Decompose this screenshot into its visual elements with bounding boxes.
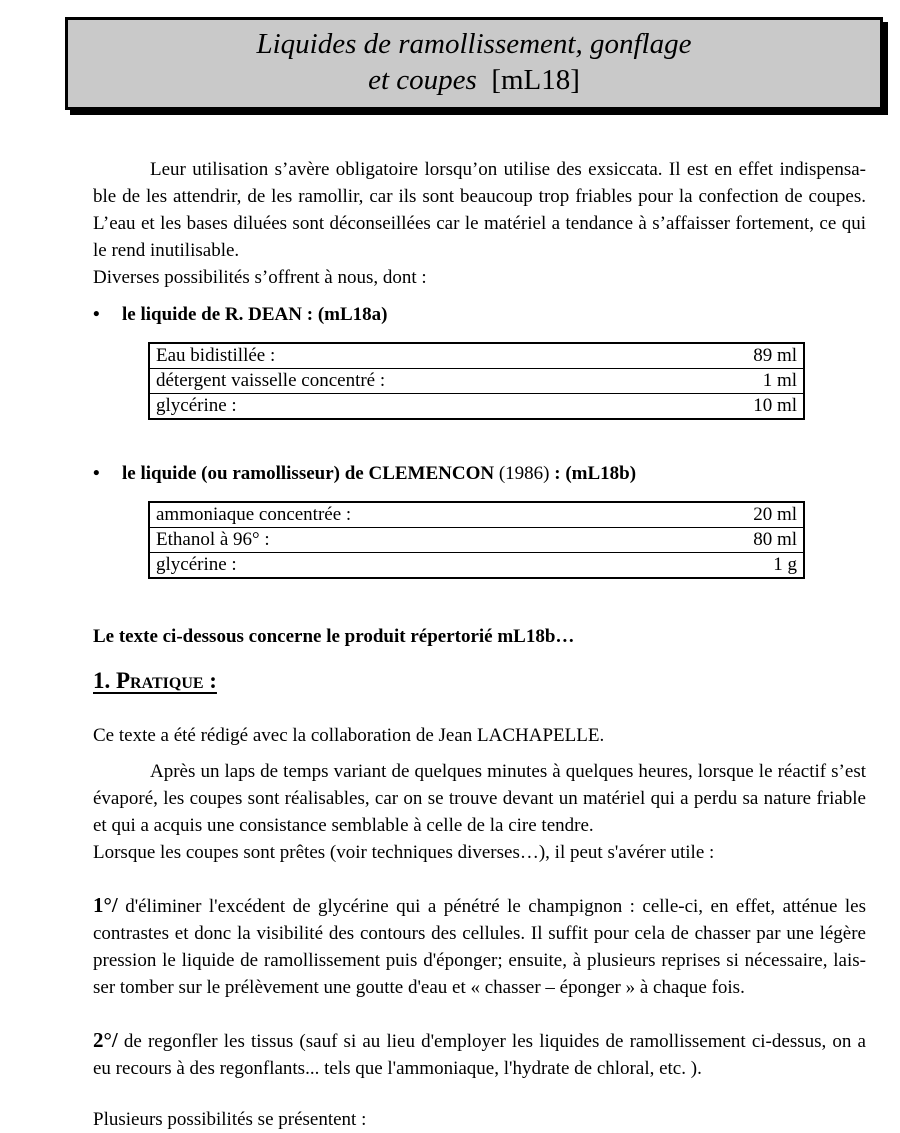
title-code-tag: [mL18] [491, 64, 580, 96]
recipe-clemencon-year: (1986) [494, 463, 550, 484]
ingredient-quantity: 1 g [664, 553, 804, 579]
title-banner [65, 17, 883, 110]
product-note: Le texte ci-dessous concerne le produit répertorié mL18b… [93, 626, 575, 647]
title-line-2-italic: et coupes [368, 64, 477, 96]
recipe-clemencon-code: : (mL18b) [549, 463, 637, 484]
ingredient-label: détergent vaisselle concentré : [149, 369, 680, 394]
paragraph-apres: Après un laps de temps variant de quelques minutes à quelques heures, lorsque le réactif s’est évaporé, les coupes sont réalisables, car on se trouve devant un matériel qui a perdu sa nature friable et qui a acquis une consistance semblable à celle de la cire tendre. [93, 761, 866, 836]
numbered-item-2 [93, 1027, 866, 1082]
ingredient-quantity: 1 ml [680, 369, 804, 394]
table-row [149, 343, 804, 369]
ingredient-quantity: 20 ml [753, 504, 797, 525]
title-line-1: Liquides de ramollissement, gonflage [256, 28, 692, 60]
paragraph-lorsque: Lorsque les coupes sont prêtes (voir techniques diverses…), il peut s'avérer utile : [93, 842, 715, 863]
closing-line: Plusieurs possibilités se présentent : [93, 1109, 367, 1130]
table-row [149, 369, 804, 394]
recipe-clemencon-label [122, 460, 636, 487]
ingredient-label: Ethanol à 96° : [149, 528, 664, 553]
recipe-dean-table [148, 342, 805, 420]
table-row [149, 553, 804, 579]
bullet-icon: • [93, 304, 100, 325]
item-2-number: 2°/ [93, 1028, 118, 1052]
ingredient-label: Eau bidistillée : [156, 345, 276, 366]
ingredient-quantity: 89 ml [753, 345, 797, 366]
table-row [149, 502, 804, 528]
table-row [149, 394, 804, 420]
credit-line: Ce texte a été rédigé avec la collaboration de Jean LACHAPELLE. [93, 725, 605, 746]
ingredient-quantity: 80 ml [664, 528, 804, 553]
intro-paragraph: Leur utilisation s’avère obligatoire lorsqu’on utilise des exsiccata. Il est en effet indispensa-ble de les attendrir, de les ramollir, car ils sont beaucoup trop friables pour la confection de coupes. L’eau et les bases diluées sont déconseillées car le matériel a tendance à s’affaisser fortement, ce qui le rend inutilisable. [93, 159, 866, 261]
document-page [0, 17, 900, 1130]
ingredient-quantity: 10 ml [680, 394, 804, 420]
recipe-dean-heading [93, 301, 866, 328]
table-row [149, 528, 804, 553]
recipe-clemencon-label-bold: le liquide (ou ramollisseur) de CLEMENCON [122, 463, 495, 484]
item-1-text: d'éliminer l'excédent de glycérine qui a pénétré le champignon : celle-ci, en effet, atténue les contrastes et donc la visibilité des contours des cellules. Il suffit pour cela de chasser par une légère pression le liquide de ramollissement puis d'éponger; ensuite, à plusieurs reprises si nécessaire, lais-ser tomber sur le prélèvement une goutte d'eau et « chasser – éponger » à chaque fois. [93, 896, 866, 998]
bullet-icon: • [93, 463, 100, 484]
document-body [93, 156, 866, 1133]
recipe-clemencon-table [148, 501, 805, 579]
item-1-number: 1°/ [93, 893, 118, 917]
section-heading-pratique: 1. Pratique : [93, 668, 217, 693]
title-line-2 [68, 62, 880, 98]
ingredient-label: glycérine : [149, 553, 664, 579]
ingredient-label: glycérine : [149, 394, 680, 420]
numbered-item-1 [93, 892, 866, 1001]
item-2-text: de regonfler les tissus (sauf si au lieu d'employer les liquides de ramollissement ci-dessus, on a eu recours à des regonflants... tels que l'ammoniaque, l'hydrate de chloral, etc. ). [93, 1031, 866, 1079]
recipe-clemencon-heading [93, 460, 866, 487]
ingredient-label: ammoniaque concentrée : [156, 504, 352, 525]
intro-possibilities-line: Diverses possibilités s’offrent à nous, dont : [93, 267, 427, 288]
recipe-dean-label: le liquide de R. DEAN : (mL18a) [122, 304, 388, 325]
